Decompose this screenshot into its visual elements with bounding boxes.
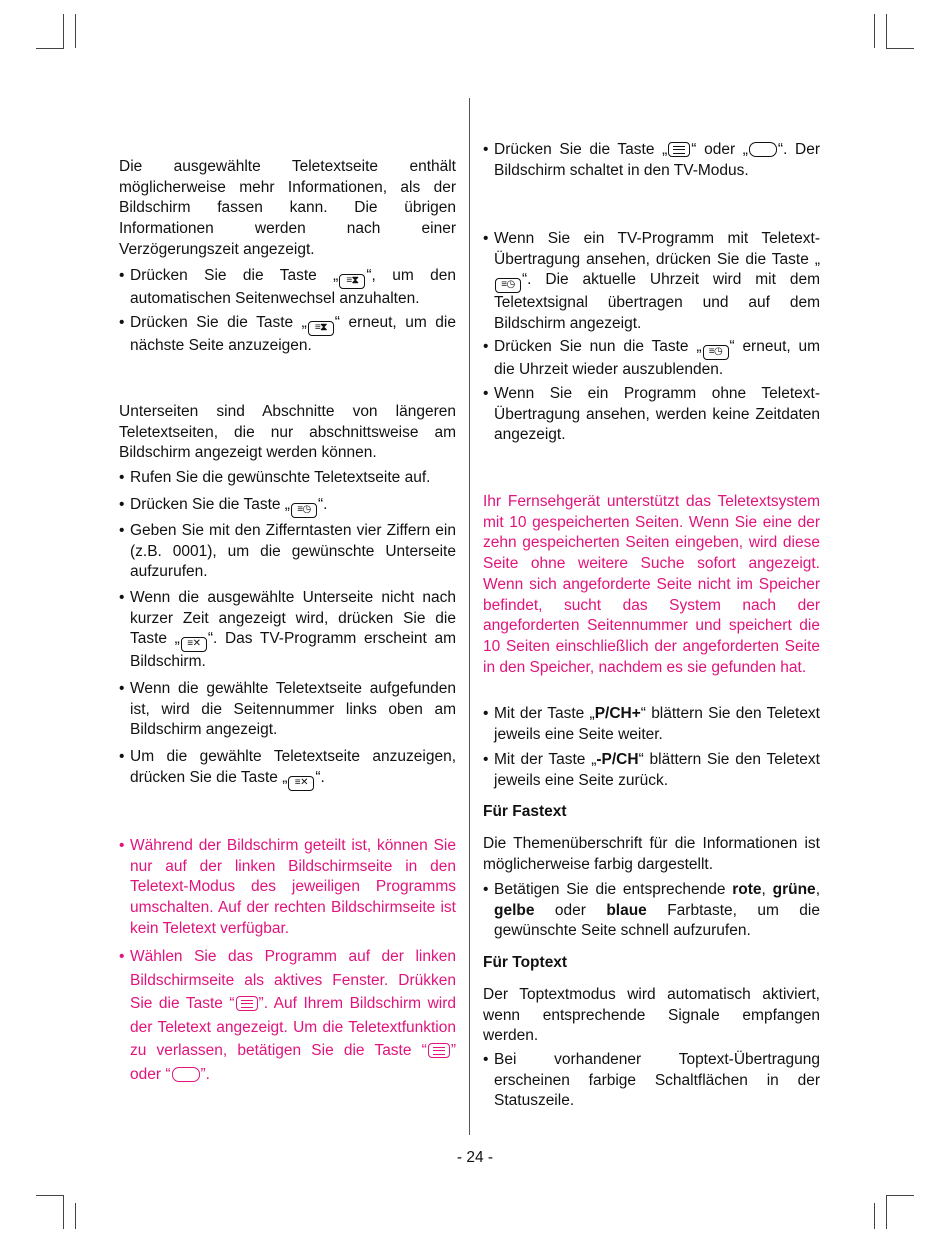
page-number: - 24 - [456,1149,494,1166]
list-item: • Geben Sie mit den Zifferntasten vier Ziffern ein (z.B. 0001), um die gewünschte Unterseite aufzurufen. [119,521,456,583]
teletext-hold-icon: ≡⧗ [339,274,365,289]
crop-mark [886,14,887,48]
crop-mark [886,48,914,49]
list-item: • Drücken Sie die Taste „ “ oder „ “. Der Bildschirm schaltet in den TV-Modus. [483,140,820,181]
list-item: • Wenn die gewählte Teletextseite aufgefunden ist, wird die Seitennummer links oben am Bildschirm angezeigt. [119,679,456,741]
teletext-cancel-icon: ≡✕ [288,776,314,791]
teletext-icon [668,142,690,157]
paragraph: Unterseiten sind Abschnitte von längeren Teletextseiten, die nur abschnittsweise am Bildschirm angezeigt werden können. [119,403,456,462]
paragraph: Der Toptextmodus wird automatisch aktiviert, wenn entsprechende Signale empfangen werden. [483,986,820,1045]
teletext-icon [428,1043,450,1058]
crop-mark [886,1195,887,1229]
list-item: • Wenn die ausgewählte Unterseite nicht nach kurzer Zeit angezeigt wird, drücken Sie die Taste „ ≡✕ “. Das TV-Programm erscheint am Bildschirm. [119,588,456,673]
teletext-hold-icon: ≡⧗ [308,321,334,336]
list-item: • Drücken Sie die Taste „ ≡⧗ “, um den automatischen Seitenwechsel anzuhalten. [119,266,456,310]
teletext-icon [236,996,258,1011]
section-heading: Für Toptext [483,954,568,971]
column-divider [469,98,470,1135]
crop-mark [75,14,76,48]
paragraph: Die Themenüberschrift für die Informationen ist möglicherweise farbig dargestellt. [483,835,820,873]
list-item: • Betätigen Sie die entsprechende rote, grüne, gelbe oder blaue Farbtaste, um die gewünschte Seite schnell aufzurufen. [483,880,820,942]
list-item: • Drücken Sie die Taste „ ≡◷ “. [119,495,456,518]
list-item: • Rufen Sie die gewünschte Teletextseite auf. [119,468,456,489]
crop-mark [63,1195,64,1229]
teletext-time-icon: ≡◷ [703,345,729,360]
list-item: • Drücken Sie nun die Taste „ ≡◷ “ erneut, um die Uhrzeit wieder auszublenden. [483,337,820,381]
tv-mode-icon [749,142,777,157]
list-item: • Um die gewählte Teletextseite anzuzeigen, drücken Sie die Taste „ ≡✕ “. [119,747,456,791]
list-item: • Mit der Taste „P/CH+“ blättern Sie den Teletext jeweils eine Seite weiter. [483,704,820,745]
key-label: P/CH+ [594,705,641,722]
crop-mark [63,14,64,48]
tv-mode-icon [172,1067,200,1082]
crop-mark [36,48,64,49]
crop-mark [874,14,875,48]
teletext-cancel-icon: ≡✕ [181,637,207,652]
crop-mark [874,1203,875,1229]
key-label: -P/CH [596,751,639,768]
section-heading: Für Fastext [483,803,567,820]
list-item: • Wenn Sie ein TV-Programm mit Teletext-Übertragung ansehen, drücken Sie die Taste „≡◷ “. Die aktuelle Uhrzeit wird mit dem Teletextsignal übertragen und auf dem Bildschirm angezeigt. [483,229,820,335]
paragraph: Ihr Fernsehgerät unterstützt das Teletextsystem mit 10 gespeicherten Seiten. Wenn Sie eine der zehn gespeicherten Seiten eingeben, wird diese Seite ohne weitere Suche sofort angezeigt. Wenn sich angeforderte Seite nicht im Speicher befindet, sucht das System nach der angeforderten Seitennummer und speichert die 10 Seiten einschließlich der angeforderten Seite in den Speicher, nachdem es sie gefunden hat. [483,493,820,676]
list-item: • Drücken Sie die Taste „ ≡⧗ “ erneut, um die nächste Seite anzuzeigen. [119,313,456,357]
list-item: • Mit der Taste „-P/CH“ blättern Sie den Teletext jeweils eine Seite zurück. [483,750,820,791]
list-item: • Wählen Sie das Programm auf der linken Bildschirmseite als aktives Fenster. Drükken Sie die Taste “ ”. Auf Ihrem Bildschirm wird der Teletext angezeigt. Um die Teletextfunktion zu verlassen, betätigen Sie die Taste “ ” oder “ ”. [119,945,456,1086]
list-item: • Wenn Sie ein Programm ohne Teletext-Übertragung ansehen, werden keine Zeitdaten angezeigt. [483,384,820,446]
teletext-time-icon: ≡◷ [291,503,317,518]
paragraph: Die ausgewählte Teletextseite enthält möglicherweise mehr Informationen, als der Bildschirm fassen kann. Die übrigen Informationen werden nach einer Verzögerungszeit angezeigt. [119,158,456,258]
list-item: • Während der Bildschirm geteilt ist, können Sie nur auf der linken Bildschirmseite in den Teletext-Modus des jeweiligen Programms umschalten. Auf der rechten Bildschirmseite ist kein Teletext verfügbar. [119,836,456,940]
list-item: • Bei vorhandener Toptext-Übertragung erscheinen farbige Schaltflächen in der Statuszeile. [483,1050,820,1112]
teletext-time-icon: ≡◷ [495,278,521,293]
crop-mark [886,1195,914,1196]
crop-mark [36,1195,64,1196]
crop-mark [75,1203,76,1229]
